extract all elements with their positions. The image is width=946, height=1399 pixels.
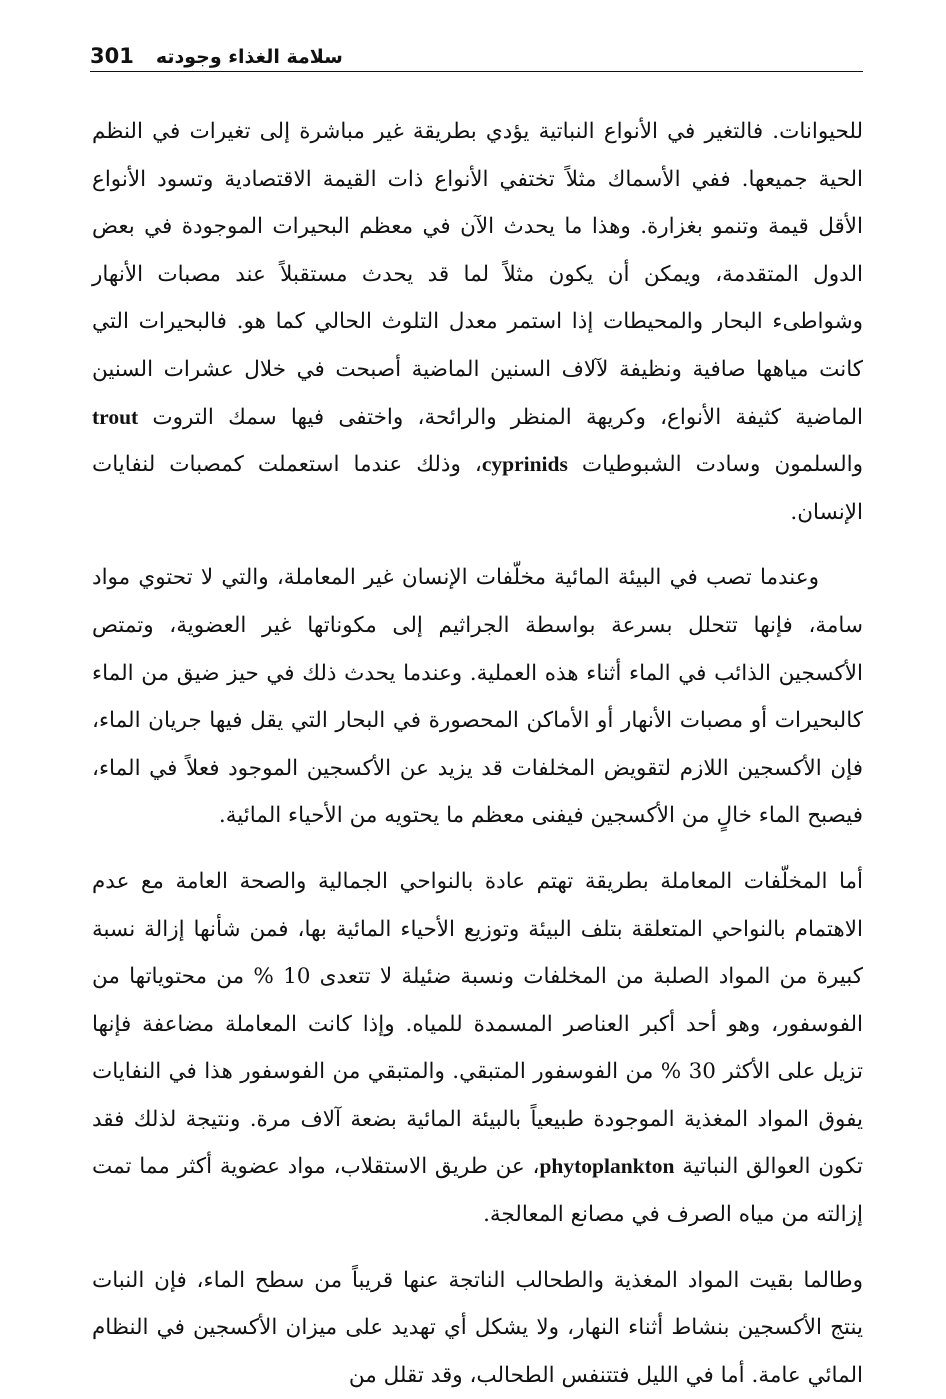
latin-term-phytoplankton: phytoplankton — [539, 1154, 675, 1179]
paragraph-4: وطالما بقيت المواد المغذية والطحالب الناتجة عنها قريباً من سطح الماء، فإن النبات ينتج الأكسجين بنشاط أثناء النهار، ولا يشكل أي تهديد على ميزان الأكسجين في النظام المائي عامة. أما في الليل فتتنفس الطحالب، وقد تقلل من — [92, 1267, 863, 1388]
paragraph-3-text-a: أما المخلّفات المعاملة بطريقة تهتم عادة بالنواحي الجمالية والصحة العامة مع عدم الاهتمام بالنواحي المتعلقة بتلف البيئة وتوزيع الأحياء المائية بها، فمن شأنها إزالة نسبة كبيرة من المواد الصلبة من المخلفات ونسبة ضئيلة لا تتعدى 10 % من محتوياتها من الفوسفور، وهو أحد أكبر العناصر المسمدة للمياه. وإذا كانت المعاملة مضاعفة فإنها تزيل على الأكثر 30 % من الفوسفور المتبقي. والمتبقي من الفوسفور هذا في النفايات يفوق المواد المغذية الموجودة طبيعياً بالبيئة المائية بضعة آلاف مرة. ونتيجة لذلك فقد تكون العوالق النباتية — [92, 868, 863, 1180]
latin-term-trout: trout — [92, 404, 139, 429]
latin-term-cyprinids: cyprinids — [481, 452, 568, 477]
paragraph-3 — [92, 858, 863, 1239]
paragraph-3-text-b: ، عن طريق الاستقلاب، مواد عضوية أكثر مما تمت إزالته من مياه الصرف في مصانع المعالجة. — [92, 1154, 863, 1228]
paragraph-1 — [92, 108, 863, 536]
paragraph-2: وعندما تصب في البيئة المائية مخلّفات الإنسان غير المعاملة، والتي لا تحتوي مواد سامة، فإنها تتحلل بسرعة بواسطة الجراثيم إلى مكوناتها غير العضوية، وتمتص الأكسجين الذائب في الماء أثناء هذه العملية. وعندما يحدث ذلك في حيز ضيق من الماء كالبحيرات أو مصبات الأنهار أو الأماكن المحصورة في البحار التي يقل فيها جريان الماء، فإن الأكسجين اللازم لتقويض المخلفات قد يزيد عن الأكسجين الموجود فعلاً في الماء، فيصبح الماء خالٍ من الأكسجين فيفنى معظم ما يحتويه من الأحياء المائية. — [92, 565, 863, 829]
body-text — [92, 108, 863, 1399]
paragraph-1-text-a: للحيوانات. فالتغير في الأنواع النباتية يؤدي بطريقة غير مباشرة إلى تغيرات في النظم الحية جميعها. ففي الأسماك مثلاً تختفي الأنواع ذات القيمة الاقتصادية وتسود الأنواع الأقل قيمة وتنمو بغزارة. وهذا ما يحدث الآن في معظم البحيرات الموجودة في بعض الدول المتقدمة، ويمكن أن يكون مثلاً لما قد يحدث مستقبلاً عند مصبات الأنهار وشواطىء البحار والمحيطات إذا استمر معدل التلوث الحالي كما هو. فالبحيرات التي كانت مياهها صافية ونظيفة لآلاف السنين الماضية أصبحت في خلال عشرات السنين الماضية كثيفة الأنواع، وكريهة المنظر والرائحة، واختفى فيها سمك التروت — [92, 119, 863, 430]
running-header — [90, 36, 863, 72]
paragraph-1-text-b: والسلمون وسادت الشبوطيات — [567, 452, 863, 478]
page-number: 301 — [90, 44, 134, 68]
running-title: سلامة الغذاء وجودته — [155, 46, 343, 68]
paragraph-1-text-c: ، وذلك عندما استعملت كمصبات لنفايات الإنسان. — [92, 452, 863, 525]
